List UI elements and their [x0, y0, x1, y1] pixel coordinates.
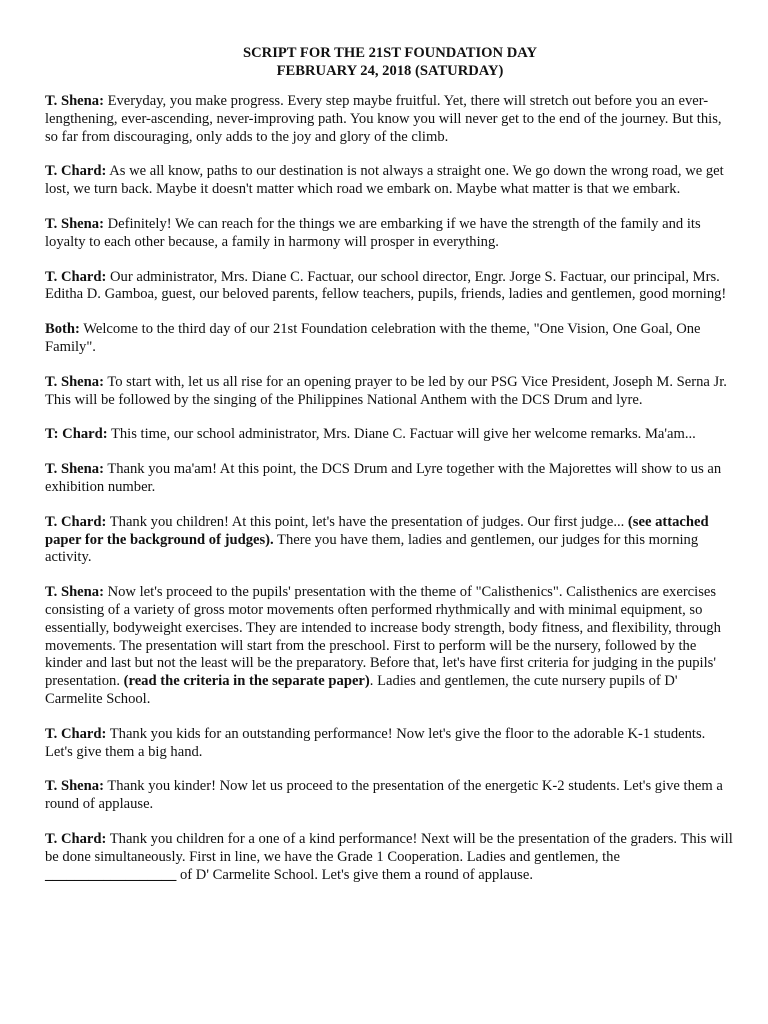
script-paragraph: [45, 269, 735, 305]
script-paragraph: [45, 216, 735, 252]
speaker-label: T. Chard:: [45, 268, 107, 285]
document-page: [45, 44, 735, 901]
document-title: SCRIPT FOR THE 21ST FOUNDATION DAY: [243, 45, 537, 61]
paragraph-text: Now let's proceed to the pupils' presentation with the theme of "Calisthenics". Calisthenics are exercises consisting of a variety of gross motor movements often performed rhythmically and with minimal equipment, so essentially, bodyweight exercises. They are intended to increase body strength, body fitness, and flexibility, through movements. The presentation will start from the preschool. First to perform will be the nursery, followed by the kinder and last but not the least will be the preparatory. Before that, let's have first criteria for judging in the pupils' presentation.: [45, 584, 721, 690]
paragraph-text: Thank you kinder! Now let us proceed to the presentation of the energetic K-2 students. Let's give them a round of applause.: [45, 778, 723, 813]
paragraph-text: As we all know, paths to our destination is not always a straight one. We go down the wrong road, we get lost, we turn back. Maybe it doesn't matter which road we embark on. Maybe what matter is that we embark.: [45, 163, 724, 198]
speaker-label: T. Shena:: [45, 373, 104, 390]
speaker-label: T. Chard:: [45, 513, 107, 530]
paragraph-text: Everyday, you make progress. Every step maybe fruitful. Yet, there will stretch out before you an ever-lengthening, ever-ascending, never-improving path. You know you will never get to the end of the journey. But this, so far from discouraging, only adds to the joy and glory of the climb.: [45, 93, 722, 145]
script-paragraph: [45, 514, 735, 567]
script-paragraph: [45, 778, 735, 814]
document-date: FEBRUARY 24, 2018 (SATURDAY): [276, 63, 504, 79]
speaker-label: T. Chard:: [45, 725, 107, 742]
paragraph-text: Thank you ma'am! At this point, the DCS Drum and Lyre together with the Majorettes will show to us an exhibition number.: [45, 461, 722, 495]
script-paragraph: [45, 461, 735, 497]
paragraph-text: This time, our school administrator, Mrs. Diane C. Factuar will give her welcome remarks. Ma'am...: [107, 426, 696, 443]
paragraph-text: There you have them, ladies and gentlemen, our judges for this morning activity.: [45, 531, 699, 566]
document-title-block: [45, 44, 735, 80]
paragraph-text: of D' Carmelite School. Let's give them a round of applause.: [176, 866, 533, 883]
paragraph-text: Our administrator, Mrs. Diane C. Factuar, our school director, Engr. Jorge S. Factuar, our principal, Mrs. Editha D. Gamboa, guest, our beloved parents, fellow teachers, pupils, friends, ladies and gentlemen, good morning!: [45, 268, 727, 303]
script-paragraph: [45, 426, 735, 444]
script-paragraph: [45, 321, 735, 357]
speaker-label: T. Shena:: [45, 461, 104, 478]
speaker-label: T. Shena:: [45, 215, 104, 232]
paragraph-text: . Ladies and gentlemen, the cute nursery pupils of D' Carmelite School.: [45, 673, 678, 707]
speaker-label: T: Chard:: [45, 426, 108, 443]
script-paragraph: [45, 831, 735, 884]
speaker-label: T. Chard:: [45, 163, 107, 180]
script-paragraph: [45, 374, 735, 410]
paragraph-text: Definitely! We can reach for the things we are embarking if we have the strength of the family and its loyalty to each other because, a family in harmony will prosper in everything.: [45, 215, 701, 250]
speaker-label: Both:: [45, 321, 80, 338]
paragraph-text: Thank you children! At this point, let's have the presentation of judges. Our first judge...: [106, 513, 628, 530]
paragraph-text: Thank you kids for an outstanding performance! Now let's give the floor to the adorable K-1 students. Let's give them a big hand.: [45, 725, 706, 760]
paragraph-text: To start with, let us all rise for an opening prayer to be led by our PSG Vice President, Joseph M. Serna Jr. This will be followed by the singing of the Philippines National Anthem with the DCS Drum and lyre.: [45, 373, 727, 408]
speaker-label: T. Shena:: [45, 584, 104, 601]
script-paragraph: [45, 584, 735, 709]
speaker-label: T. Chard:: [45, 830, 107, 847]
fill-in-blank: __________________: [45, 866, 177, 883]
paragraph-text: Thank you children for a one of a kind performance! Next will be the presentation of the graders. This will be done simultaneously. First in line, we have the Grade 1 Cooperation. Ladies and gentlemen, the: [45, 830, 733, 865]
script-paragraph: [45, 163, 735, 199]
speaker-label: T. Shena:: [45, 93, 104, 109]
stage-note: (read the criteria in the separate paper): [123, 673, 370, 690]
stage-note: (see attached paper for the background of judges).: [45, 513, 709, 548]
script-paragraph: [45, 93, 735, 146]
script-paragraph: [45, 726, 735, 762]
paragraph-text: Welcome to the third day of our 21st Foundation celebration with the theme, "One Vision, One Goal, One Family".: [45, 321, 701, 355]
speaker-label: T. Shena:: [45, 778, 104, 795]
